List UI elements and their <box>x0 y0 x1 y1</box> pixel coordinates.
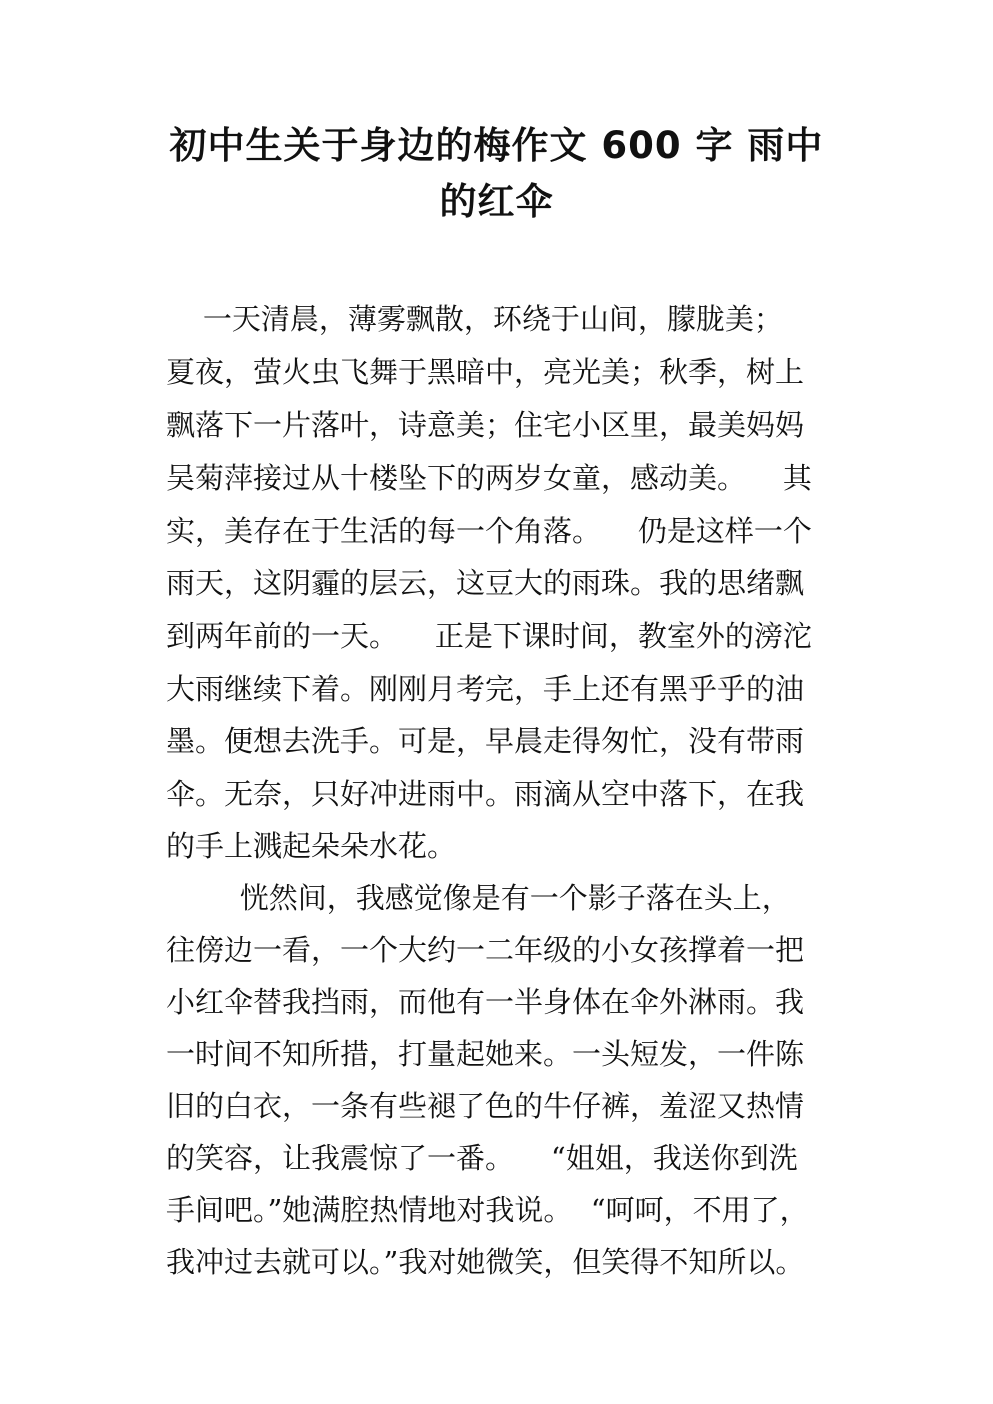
text-line: 到两年前的一天。 正是下课时间，教室外的滂沱 <box>166 619 812 653</box>
text-line: 我冲过去就可以。”我对她微笑，但笑得不知所以。 <box>166 1245 805 1279</box>
text-line: 的笑容，让我震惊了一番。 “姐姐，我送你到洗 <box>166 1141 798 1175</box>
title-line-2: 的红伞 <box>439 180 554 223</box>
text-line: 一天清晨，薄雾飘散，环绕于山间，朦胧美； <box>166 302 783 336</box>
text-line: 雨天，这阴霾的层云，这豆大的雨珠。我的思绪飘 <box>166 566 805 600</box>
text-line: 旧的白衣，一条有些褪了色的牛仔裤，羞涩又热情 <box>166 1089 805 1123</box>
text-line: 飘落下一片落叶，诗意美；住宅小区里，最美妈妈 <box>166 408 805 442</box>
text-line: 吴菊萍接过从十楼坠下的两岁女童，感动美。 其 <box>166 461 812 495</box>
text-line: 墨。便想去洗手。可是，早晨走得匆忙，没有带雨 <box>166 724 805 758</box>
text-line: 往傍边一看，一个大约一二年级的小女孩撑着一把 <box>166 933 805 967</box>
text-line: 实，美存在于生活的每一个角落。 仍是这样一个 <box>166 514 812 548</box>
text-line: 手间吧。”她满腔热情地对我说。 “呵呵，不用了， <box>166 1193 809 1227</box>
text-line: 的手上溅起朵朵水花。 <box>166 829 457 863</box>
title-line-1: 初中生关于身边的梅作文 600 字 雨中 <box>169 124 824 167</box>
text-line: 恍然间，我感觉像是有一个影子落在头上， <box>166 881 791 915</box>
text-line: 伞。无奈，只好冲进雨中。雨滴从空中落下，在我 <box>166 777 805 811</box>
document-title <box>150 118 843 230</box>
text-line: 夏夜，萤火虫飞舞于黑暗中，亮光美；秋季，树上 <box>166 355 805 389</box>
text-line: 大雨继续下着。刚刚月考完，手上还有黑乎乎的油 <box>166 672 805 706</box>
text-line: 一时间不知所措，打量起她来。一头短发，一件陈 <box>166 1037 805 1071</box>
text-line: 小红伞替我挡雨，而他有一半身体在伞外淋雨。我 <box>166 985 805 1019</box>
